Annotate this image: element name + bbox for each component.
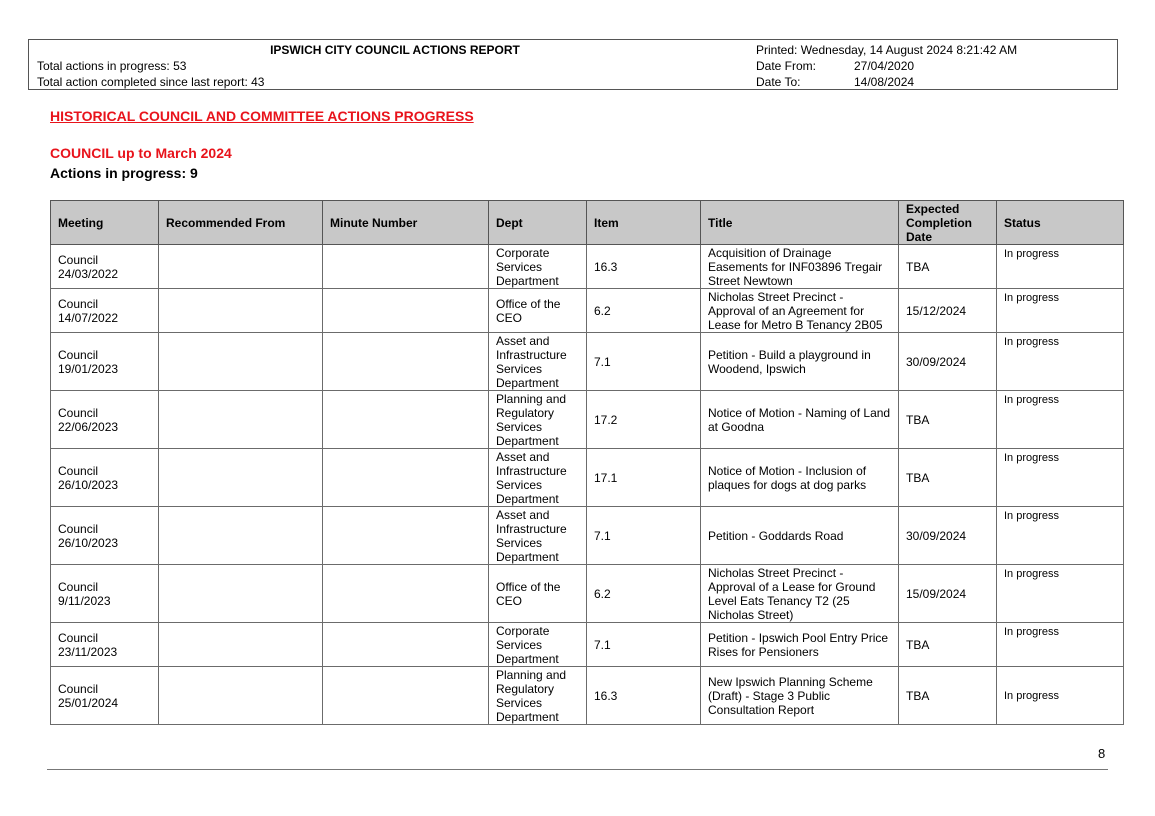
cell-expected-date: TBA (899, 449, 997, 507)
cell-dept: Planning and Regulatory Services Department (489, 391, 587, 449)
cell-expected-date: 15/09/2024 (899, 565, 997, 623)
cell-expected-date: 30/09/2024 (899, 507, 997, 565)
table-row (51, 667, 1124, 725)
cell-minute-number (323, 245, 489, 289)
total-completed: Total action completed since last report: 43 (37, 75, 265, 89)
cell-item: 6.2 (587, 565, 701, 623)
col-header-recommended-from: Recommended From (159, 201, 323, 245)
cell-title: Petition - Ipswich Pool Entry Price Rises for Pensioners (701, 623, 899, 667)
cell-item: 16.3 (587, 667, 701, 725)
cell-status: In progress (997, 667, 1124, 725)
cell-minute-number (323, 623, 489, 667)
report-title: IPSWICH CITY COUNCIL ACTIONS REPORT (270, 43, 520, 57)
date-to-row (756, 74, 1017, 90)
cell-recommended-from (159, 667, 323, 725)
cell-title: Notice of Motion - Naming of Land at Goodna (701, 391, 899, 449)
page-number: 8 (1098, 746, 1106, 761)
cell-item: 6.2 (587, 289, 701, 333)
cell-item: 7.1 (587, 507, 701, 565)
cell-minute-number (323, 391, 489, 449)
cell-title: Nicholas Street Precinct - Approval of a Lease for Ground Level Eats Tenancy T2 (25 Nicholas Street) (701, 565, 899, 623)
cell-expected-date: 15/12/2024 (899, 289, 997, 333)
section-title: HISTORICAL COUNCIL AND COMMITTEE ACTIONS PROGRESS (50, 108, 474, 124)
cell-meeting: Council 23/11/2023 (51, 623, 159, 667)
cell-dept: Corporate Services Department (489, 245, 587, 289)
date-from-row (756, 58, 1017, 74)
table-row (51, 391, 1124, 449)
cell-recommended-from (159, 449, 323, 507)
report-header-right (756, 42, 1017, 90)
cell-recommended-from (159, 507, 323, 565)
cell-dept: Asset and Infrastructure Services Department (489, 507, 587, 565)
cell-title: Petition - Goddards Road (701, 507, 899, 565)
table-row (51, 623, 1124, 667)
cell-title: Notice of Motion - Inclusion of plaques for dogs at dog parks (701, 449, 899, 507)
cell-minute-number (323, 507, 489, 565)
cell-dept: Asset and Infrastructure Services Department (489, 449, 587, 507)
cell-recommended-from (159, 245, 323, 289)
cell-status: In progress (997, 289, 1124, 333)
cell-title: Nicholas Street Precinct - Approval of an Agreement for Lease for Metro B Tenancy 2B05 (701, 289, 899, 333)
cell-dept: Office of the CEO (489, 565, 587, 623)
cell-item: 17.2 (587, 391, 701, 449)
date-to-label: Date To: (756, 75, 801, 89)
col-header-status: Status (997, 201, 1124, 245)
cell-minute-number (323, 667, 489, 725)
cell-title: New Ipswich Planning Scheme (Draft) - Stage 3 Public Consultation Report (701, 667, 899, 725)
footer-divider (47, 769, 1108, 770)
cell-minute-number (323, 565, 489, 623)
cell-meeting: Council 22/06/2023 (51, 391, 159, 449)
council-title: COUNCIL up to March 2024 (50, 145, 232, 161)
table-row (51, 333, 1124, 391)
table-row (51, 245, 1124, 289)
cell-status: In progress (997, 245, 1124, 289)
cell-status: In progress (997, 507, 1124, 565)
cell-recommended-from (159, 565, 323, 623)
table-header-row (51, 201, 1124, 245)
cell-title: Petition - Build a playground in Woodend, Ipswich (701, 333, 899, 391)
cell-dept: Corporate Services Department (489, 623, 587, 667)
report-header-left (37, 42, 753, 90)
date-from-label: Date From: (756, 59, 817, 73)
cell-dept: Asset and Infrastructure Services Department (489, 333, 587, 391)
cell-status: In progress (997, 565, 1124, 623)
cell-item: 7.1 (587, 623, 701, 667)
cell-meeting: Council 14/07/2022 (51, 289, 159, 333)
cell-minute-number (323, 333, 489, 391)
col-header-title: Title (701, 201, 899, 245)
date-from-value: 27/04/2020 (854, 59, 915, 73)
cell-meeting: Council 9/11/2023 (51, 565, 159, 623)
cell-status: In progress (997, 391, 1124, 449)
cell-expected-date: TBA (899, 667, 997, 725)
cell-dept: Planning and Regulatory Services Department (489, 667, 587, 725)
cell-minute-number (323, 289, 489, 333)
printed-date: Printed: Wednesday, 14 August 2024 8:21:42 AM (756, 43, 1018, 57)
cell-status: In progress (997, 449, 1124, 507)
actions-table (50, 200, 1124, 725)
cell-meeting: Council 26/10/2023 (51, 507, 159, 565)
cell-recommended-from (159, 623, 323, 667)
cell-item: 16.3 (587, 245, 701, 289)
cell-title: Acquisition of Drainage Easements for INF03896 Tregair Street Newtown (701, 245, 899, 289)
cell-item: 7.1 (587, 333, 701, 391)
actions-in-progress: Actions in progress: 9 (50, 165, 198, 181)
cell-recommended-from (159, 289, 323, 333)
col-header-item: Item (587, 201, 701, 245)
cell-meeting: Council 26/10/2023 (51, 449, 159, 507)
cell-recommended-from (159, 391, 323, 449)
table-row (51, 449, 1124, 507)
cell-item: 17.1 (587, 449, 701, 507)
cell-expected-date: TBA (899, 623, 997, 667)
cell-meeting: Council 19/01/2023 (51, 333, 159, 391)
col-header-meeting: Meeting (51, 201, 159, 245)
cell-meeting: Council 25/01/2024 (51, 667, 159, 725)
cell-expected-date: TBA (899, 245, 997, 289)
cell-expected-date: 30/09/2024 (899, 333, 997, 391)
cell-dept: Office of the CEO (489, 289, 587, 333)
col-header-minute-number: Minute Number (323, 201, 489, 245)
cell-minute-number (323, 449, 489, 507)
table-row (51, 289, 1124, 333)
table-row (51, 507, 1124, 565)
cell-meeting: Council 24/03/2022 (51, 245, 159, 289)
date-to-value: 14/08/2024 (854, 75, 915, 89)
cell-expected-date: TBA (899, 391, 997, 449)
cell-status: In progress (997, 333, 1124, 391)
cell-status: In progress (997, 623, 1124, 667)
col-header-expected-completion-date: Expected Completion Date (899, 201, 997, 245)
report-header (28, 39, 1118, 90)
total-in-progress: Total actions in progress: 53 (37, 59, 187, 73)
table-row (51, 565, 1124, 623)
col-header-dept: Dept (489, 201, 587, 245)
cell-recommended-from (159, 333, 323, 391)
